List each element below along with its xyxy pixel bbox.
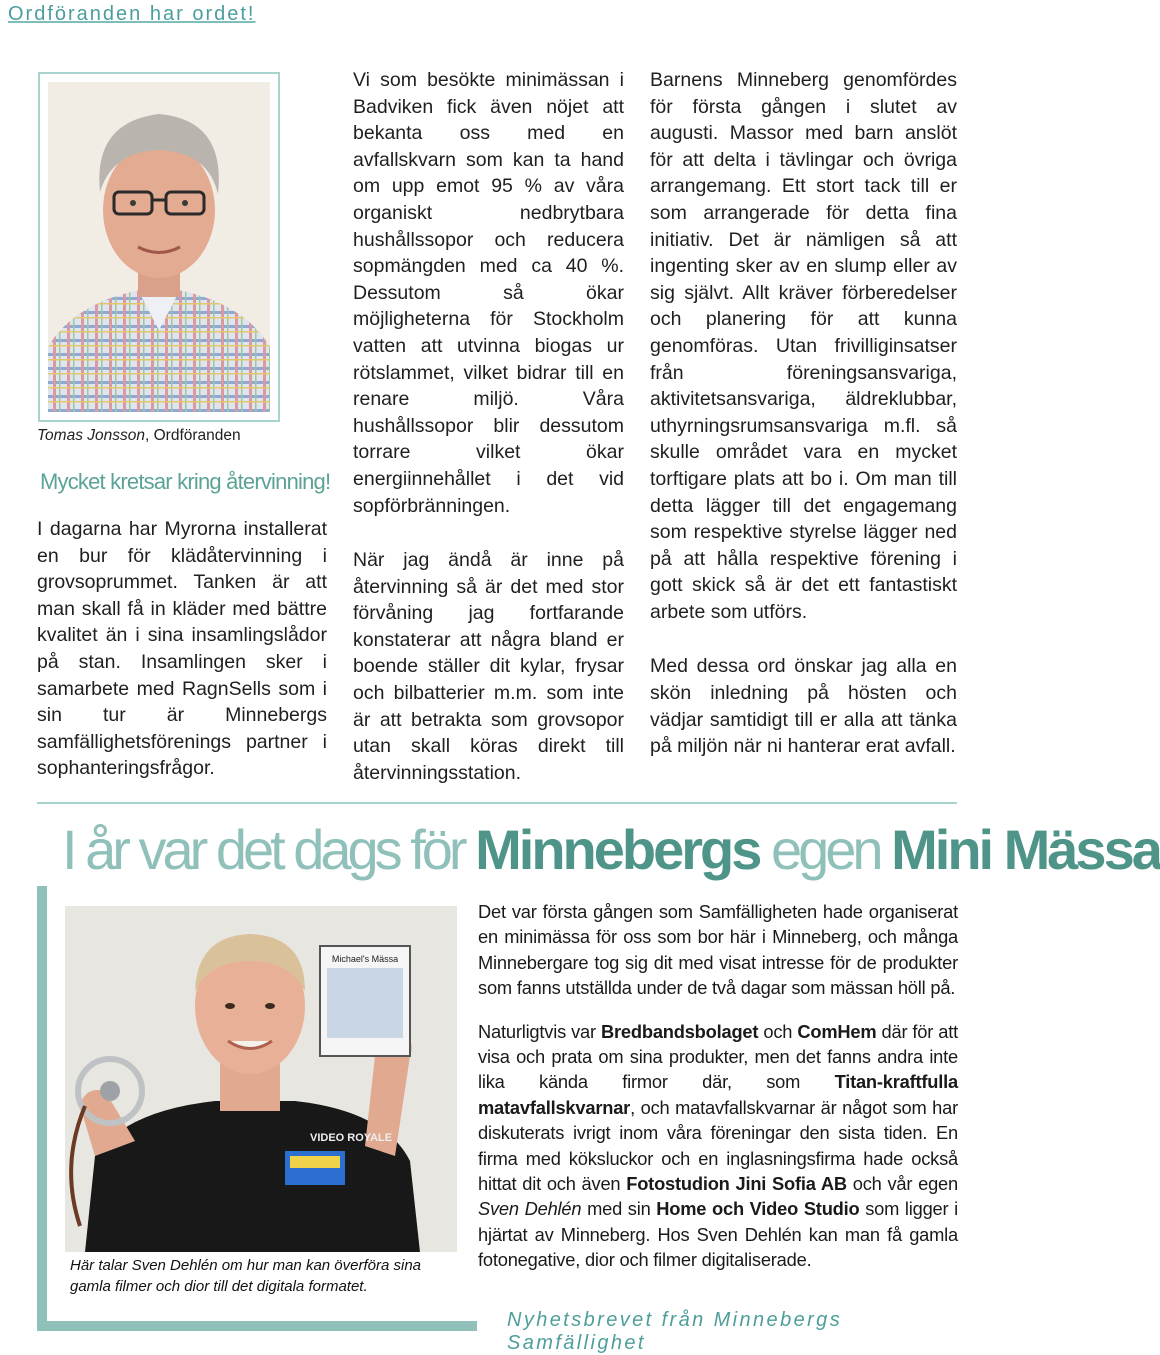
article1-col2-paragraph-2: När jag ändå är inne på återvinning så är det med stor förvåning jag fortfarande konstaterar att några bland er boende ställer dit kylar, frysar och bilbatterier m.m. som inte är att betrakta som grovsopor utan skall köras direkt till återvinningsstation. bbox=[353, 549, 624, 784]
article2-title-bold-2: Mini Mässa bbox=[891, 818, 1160, 881]
section-header: Ordföranden har ordet! bbox=[8, 3, 256, 25]
company-bredbandsbolaget: Bredbandsbolaget bbox=[601, 1020, 759, 1042]
company-home-video-studio: Home och Video Studio bbox=[656, 1198, 860, 1220]
article1-column-3 bbox=[650, 67, 957, 760]
article2-p2-text-e: där för att visa och prata om sina produkter, men det fanns andra inte lika kända firmor där, som bbox=[478, 1020, 958, 1093]
article2-p2-text-k: med sin bbox=[581, 1198, 657, 1220]
event-photo-illustration bbox=[65, 906, 457, 1252]
dvd-title: Michael's Mässa bbox=[331, 954, 399, 964]
company-comhem: ComHem bbox=[797, 1020, 877, 1042]
article2-title-bold-1: Minnebergs bbox=[475, 818, 760, 881]
shirt-logo: VIDEO ROYALE bbox=[310, 1132, 393, 1144]
portrait-illustration bbox=[48, 82, 270, 412]
article2-p2-text-a: Naturligtvis var bbox=[478, 1020, 601, 1042]
article2-title bbox=[62, 818, 1160, 882]
article1-col2-paragraph-1: Vi som besökte minimässan i Badviken fick även nöjet att bekanta oss med en avfallskvarn som kan ta hand om upp emot 95 % av våra organiskt nedbrytbara hushållssopor och reducera sopmängden med ca 40 %. Dessutom så ökar möjligheterna för Stockholm vatten att utvinna biogas ur rötslammet, vilket bidrar till en renare miljö. Våra hushållssopor blir dessutom torrare vilket ökar energiinnehållet i det vid sopförbränningen. bbox=[353, 69, 624, 517]
company-titan: Titan-kraftfulla matavfallskvarnar bbox=[478, 1071, 958, 1118]
portrait-caption bbox=[37, 427, 241, 445]
article2-body bbox=[478, 899, 958, 1273]
article2-title-part-2: egen bbox=[759, 818, 892, 881]
article1-column-1 bbox=[37, 516, 327, 782]
photo-accent-bar-vertical bbox=[37, 886, 47, 1331]
article1-column-2 bbox=[353, 67, 624, 786]
article1-col3-paragraph-1: Barnens Minneberg genomfördes för första gången i slutet av augusti. Massor med barn anslöt för att delta i tävlingar och övriga arrangemang. Ett stort tack till er som arrangerade för detta fina initiativ. Det är nämligen så att ingenting sker av en slump eller av sig självt. Allt kräver förberedelser och planering för att kunna genomföras. Utan frivilliginsatser från föreningsansvariga, aktivitetsansvariga, äldreklubbar, uthyrningsrumsansvariga m.fl. så skulle området vara en mycket torftigare plats att bo i. Om man till detta lägger till det engagemang som respektive styrelse lägger ned på att hålla respektive förening i gott skick så är det ett fantastiskt arbete som utförs. bbox=[650, 69, 957, 623]
portrait-caption-role: , Ordföranden bbox=[145, 427, 241, 444]
footer-newsletter-name: Nyhetsbrevet från Minnebergs Samfällighet bbox=[507, 1309, 843, 1354]
article2-p2-text-g: , och matavfallskvarnar är något som har diskuterats ivrigt inom våra föreningar den sista tiden. En firma med köksluckor och en inglasningsfirma hade också hittat dit och även bbox=[478, 1096, 958, 1195]
portrait-photo bbox=[48, 82, 270, 412]
company-fotostudion: Fotostudion Jini Sofia AB bbox=[626, 1173, 847, 1195]
event-photo bbox=[65, 906, 457, 1252]
person-sven-dehlen: Sven Dehlén bbox=[478, 1198, 582, 1220]
article2-paragraph-2 bbox=[478, 1019, 958, 1273]
article1-col3-paragraph-2: Med dessa ord önskar jag alla en skön inledning på hösten och vädjar samtidigt till er alla att tänka på miljön när ni hanterar erat avfall. bbox=[650, 655, 957, 758]
section-divider bbox=[37, 802, 957, 804]
article2-paragraph-1: Det var första gången som Samfälligheten hade organiserat en minimässa för oss som bor här i Minneberg, och många Minnebergare tog sig dit med visat intresse för de produkter som fanns utställda under de två dagar som mässan höll på. bbox=[478, 901, 958, 999]
article1-col1-text: I dagarna har Myrorna installerat en bur för klädåtervinning i grovsoprummet. Tanken är att man skall få in kläder med bättre kvalitet än i sina insamlingslådor på stan. Insamlingen sker i samarbete med RagnSells som i sin tur är Minnebergs samfällighetsförenings partner i sophanteringsfrågor. bbox=[37, 518, 327, 780]
article2-title-part-1: I år var det dags för bbox=[62, 818, 476, 881]
photo-accent-bar-horizontal bbox=[37, 1321, 477, 1331]
article2-p2-text-i: och vår egen bbox=[846, 1173, 958, 1195]
portrait-caption-name: Tomas Jonsson bbox=[37, 427, 145, 444]
article1-headline: Mycket kretsar kring återvinning! bbox=[40, 469, 331, 494]
event-photo-caption: Här talar Sven Dehlén om hur man kan överföra sina gamla filmer och dior till det digitala formatet. bbox=[70, 1257, 422, 1295]
article2-p2-text-m: som ligger i hjärtat av Minneberg. Hos Sven Dehlén kan man få gamla fotonegative, dior och filmer digitaliserade. bbox=[478, 1198, 958, 1271]
article2-p2-text-c: och bbox=[758, 1020, 798, 1042]
